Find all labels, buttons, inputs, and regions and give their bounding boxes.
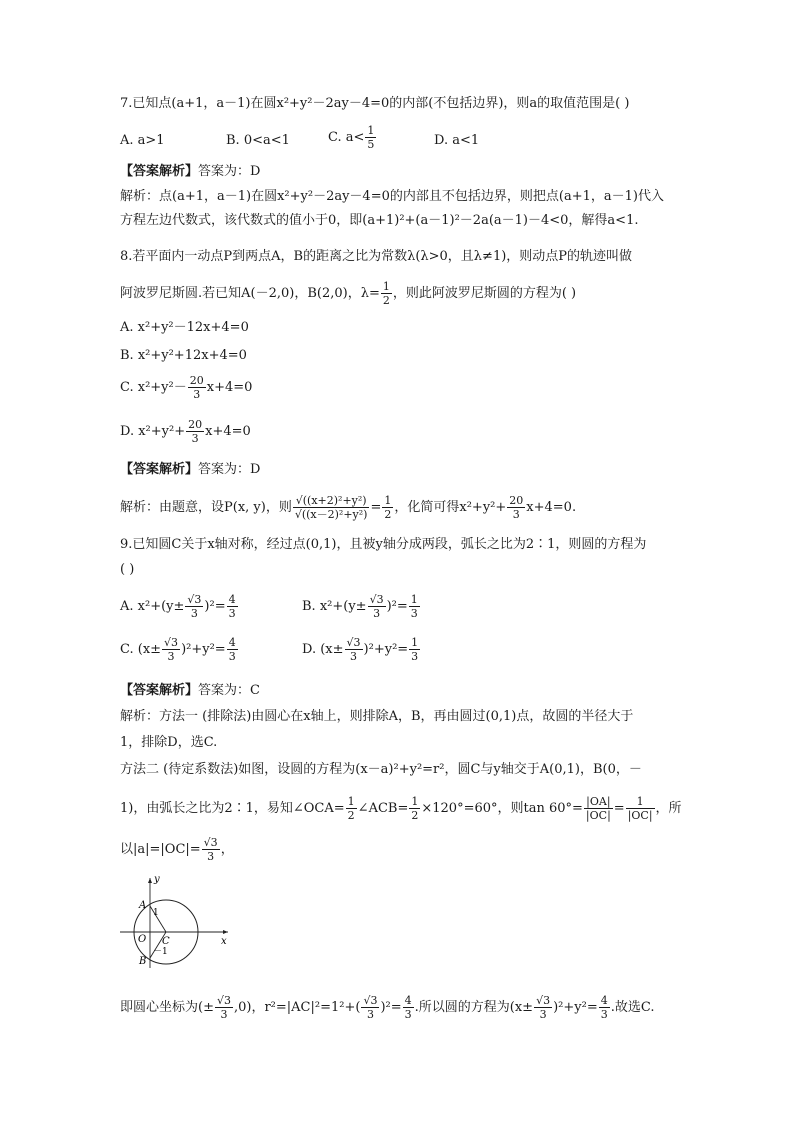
numerator: √3 (346, 636, 361, 649)
y-axis-arrow-icon (148, 878, 152, 883)
q7-explanation-1: 解析：点(a+1，a－1)在圆x²+y²－2ay－4=0的内部且不包括边界，则把点(a+1，a－1)代入 (120, 189, 664, 204)
text-run: )²+y²= (553, 1000, 598, 1015)
denominator: 3 (512, 508, 520, 521)
q8-stem-1: 8.若平面内一动点P到两点A，B的距离之比为常数λ(λ>0，且λ≠1)，则动点P的轨迹叫做 (120, 249, 633, 264)
q9-explanation-4 (120, 795, 682, 822)
denominator: 3 (193, 388, 201, 401)
text-run: ×120°=60°，则tan 60°= (421, 801, 583, 816)
text-run: ， (220, 842, 234, 857)
text-run: 1)，由弧长之比为2∶1，易知∠OCA= (120, 801, 345, 816)
numerator: 1 (384, 494, 392, 507)
numerator: 20 (188, 418, 203, 431)
text-run: )²= (380, 1000, 402, 1015)
fraction (346, 795, 357, 822)
q8-explanation (120, 494, 576, 521)
circle-figure (120, 874, 230, 970)
q8-explanation-middle: ，化简可得x²+y²+ (394, 500, 507, 515)
q9-answer (120, 682, 260, 700)
fraction (186, 418, 204, 445)
denominator: |OC| (627, 809, 653, 822)
denominator: 2 (411, 809, 419, 822)
q9-stem-2: ( ) (120, 562, 135, 577)
option-prefix: A. x²+(y± (120, 599, 185, 614)
q8-explanation-prefix: 解析：由题意，设P(x, y)，则 (120, 500, 292, 515)
numerator: 1 (411, 636, 419, 649)
q9-stem-1: 9.已知圆C关于x轴对称，经过点(0,1)，且被y轴分成两段，弧长之比为2∶1，则圆的方程为 (120, 537, 647, 552)
denominator: 2 (382, 294, 390, 307)
fraction (409, 593, 420, 620)
q7-answer (120, 163, 260, 181)
denominator: 3 (350, 650, 358, 663)
fraction (382, 494, 393, 521)
denominator: 5 (367, 138, 375, 151)
denominator: 3 (410, 607, 418, 620)
q7-stem: 7.已知点(a+1，a－1)在圆x²+y²－2ay－4=0的内部(不包括边界)，则a的取值范围是( ) (120, 96, 630, 111)
fraction (584, 795, 613, 822)
denominator: 3 (190, 607, 198, 620)
numerator: 1 (347, 795, 355, 808)
text-run: ∠ACB= (357, 801, 409, 816)
q7-option-b: B. 0<a<1 (226, 133, 290, 148)
numerator: 20 (189, 374, 204, 387)
option-middle: )²= (204, 599, 226, 614)
denominator: 3 (539, 1008, 547, 1021)
denominator: 3 (600, 1008, 608, 1021)
fraction (185, 593, 203, 620)
fraction (345, 636, 363, 663)
numerator: √3 (187, 593, 202, 606)
q8-answer (120, 461, 260, 479)
q8-option-c-prefix: C. x²+y²－ (120, 380, 187, 395)
denominator: 3 (411, 650, 419, 663)
fraction (365, 124, 376, 151)
denominator: 3 (228, 650, 236, 663)
q9-explanation-5 (120, 836, 234, 863)
fraction (202, 836, 220, 863)
label-minus-one: －1 (153, 947, 168, 957)
q9-option-b (302, 593, 421, 620)
q9-explanation-2: 1，排除D，选C. (120, 735, 218, 750)
text-run: = (613, 801, 625, 816)
numerator: √3 (369, 593, 384, 606)
fraction (293, 494, 370, 521)
numerator: √3 (203, 836, 218, 849)
fraction (361, 994, 379, 1021)
label-x: x (221, 936, 227, 947)
answer-text: 答案为：C (198, 683, 260, 698)
text-run: .所以圆的方程为(x± (414, 1000, 534, 1015)
numerator: 1 (626, 795, 655, 809)
fraction (534, 994, 552, 1021)
label-c: C (162, 936, 170, 947)
fraction (409, 636, 420, 663)
numerator: √((x+2)²+y²) (293, 494, 370, 508)
numerator: 1 (382, 280, 390, 293)
fraction (626, 795, 655, 822)
fraction (368, 593, 386, 620)
q8-option-d (120, 418, 251, 445)
denominator: 3 (220, 1008, 228, 1021)
text-run: ，所 (655, 801, 682, 816)
fraction (215, 994, 233, 1021)
numerator: 4 (600, 994, 608, 1007)
fraction (227, 636, 238, 663)
q9-explanation-3: 方法二 (待定系数法)如图，设圆的方程为(x－a)²+y²=r²，圆C与y轴交于A(0,1)，B(0，－ (120, 762, 642, 777)
fraction (188, 374, 206, 401)
denominator: 3 (191, 432, 199, 445)
option-prefix: C. (x± (120, 642, 162, 657)
fraction (162, 636, 180, 663)
q8-option-d-prefix: D. x²+y²+ (120, 424, 186, 439)
denominator: 3 (167, 650, 175, 663)
q8-option-d-suffix: x+4=0 (205, 424, 251, 439)
option-middle: )²+y²= (181, 642, 226, 657)
numerator: √3 (536, 994, 551, 1007)
answer-text: 答案为：D (198, 164, 261, 179)
numerator: 4 (228, 593, 236, 606)
fraction (381, 280, 392, 307)
denominator: 3 (373, 607, 381, 620)
q7-option-a: A. a>1 (120, 133, 165, 148)
fraction (403, 994, 414, 1021)
option-middle: )²= (386, 599, 408, 614)
answer-text: 答案为：D (198, 462, 261, 477)
answer-tag: 【答案解析】 (120, 164, 199, 179)
denominator: |OC| (585, 809, 611, 822)
denominator: √((x－2)²+y²) (294, 508, 368, 521)
numerator: 20 (509, 494, 524, 507)
numerator: √3 (164, 636, 179, 649)
q8-stem-2-suffix: ，则此阿波罗尼斯圆的方程为( ) (392, 286, 577, 301)
label-a: A (139, 900, 147, 911)
fraction (227, 593, 238, 620)
q8-option-c-suffix: x+4=0 (206, 380, 253, 395)
text-run: ,0)，r²=|AC|²=1²+( (233, 1000, 361, 1015)
q9-option-d (302, 636, 421, 663)
answer-tag: 【答案解析】 (120, 683, 199, 698)
numerator: 1 (411, 795, 419, 808)
numerator: 4 (228, 636, 236, 649)
numerator: √3 (216, 994, 231, 1007)
label-y: y (154, 874, 160, 885)
label-one: 1 (153, 908, 159, 918)
denominator: 2 (347, 809, 355, 822)
option-prefix: D. (x± (302, 642, 344, 657)
numerator: |OA| (584, 795, 613, 809)
q9-explanation-1: 解析：方法一 (排除法)由圆心在x轴上，则排除A，B，再由圆过(0,1)点，故圆的半径大于 (120, 709, 634, 724)
denominator: 3 (207, 850, 215, 863)
text-run: .故选C. (610, 1000, 655, 1015)
label-b: B (139, 956, 147, 967)
q8-option-c (120, 374, 252, 401)
q9-explanation-6 (120, 994, 654, 1021)
denominator: 3 (404, 1008, 412, 1021)
q8-option-a: A. x²+y²－12x+4=0 (120, 320, 249, 335)
q8-explanation-suffix: x+4=0. (526, 500, 577, 515)
q8-stem-2-prefix: 阿波罗尼斯圆.若已知A(－2,0)，B(2,0)，λ= (120, 286, 380, 301)
fraction (507, 494, 525, 521)
q9-option-c (120, 636, 239, 663)
q7-option-d: D. a<1 (434, 133, 480, 148)
text-run: 以|a|=|OC|= (120, 842, 201, 857)
answer-tag: 【答案解析】 (120, 462, 199, 477)
text-run: 即圆心坐标为(± (120, 1000, 214, 1015)
numerator: 1 (367, 124, 375, 137)
numerator: 4 (404, 994, 412, 1007)
fraction (409, 795, 420, 822)
denominator: 3 (228, 607, 236, 620)
q7-option-c-prefix: C. a< (328, 130, 365, 145)
equals: = (370, 500, 382, 515)
x-axis-arrow-icon (223, 930, 228, 934)
q9-option-a (120, 593, 239, 620)
option-prefix: B. x²+(y± (302, 599, 367, 614)
q8-option-b: B. x²+y²+12x+4=0 (120, 348, 247, 363)
denominator: 2 (384, 508, 392, 521)
q8-stem-2 (120, 280, 576, 307)
q7-option-c (328, 124, 377, 151)
denominator: 3 (366, 1008, 374, 1021)
numerator: 1 (410, 593, 418, 606)
numerator: √3 (363, 994, 378, 1007)
label-o: O (138, 934, 147, 945)
option-middle: )²+y²= (363, 642, 409, 657)
fraction (599, 994, 610, 1021)
q7-explanation-2: 方程左边代数式，该代数式的值小于0，即(a+1)²+(a－1)²－2a(a－1)－4<0，解得a<1. (120, 213, 639, 228)
